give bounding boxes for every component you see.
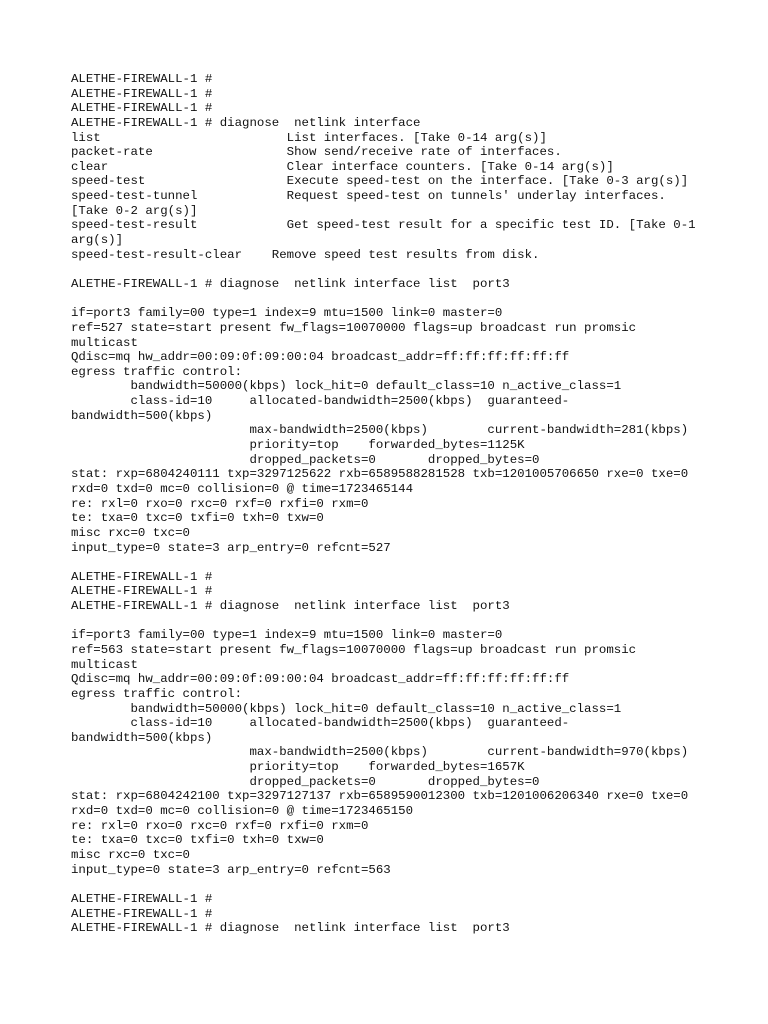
transcript-line: multicast: [71, 657, 138, 672]
blank-line: [71, 614, 738, 629]
transcript-line: if=port3 family=00 type=1 index=9 mtu=1500 link=0 master=0: [71, 628, 503, 643]
transcript-line: rxd=0 txd=0 mc=0 collision=0 @ time=1723465150: [71, 804, 414, 819]
transcript-line: clear Clear interface counters. [Take 0-14 arg(s)]: [71, 159, 614, 174]
transcript-line: bandwidth=50000(kbps) lock_hit=0 default_class=10 n_active_class=1: [71, 379, 622, 394]
transcript-line: ALETHE-FIREWALL-1 #: [71, 584, 213, 599]
transcript-line: egress traffic control:: [71, 686, 243, 701]
transcript-line: input_type=0 state=3 arp_entry=0 refcnt=527: [71, 540, 391, 555]
transcript-line: misc rxc=0 txc=0: [71, 525, 190, 540]
blank-line: [71, 555, 738, 570]
transcript-line: if=port3 family=00 type=1 index=9 mtu=1500 link=0 master=0: [71, 306, 503, 321]
transcript-line: ALETHE-FIREWALL-1 # diagnose netlink interface list port3: [71, 276, 510, 291]
transcript-line: speed-test Execute speed-test on the interface. [Take 0-3 arg(s)]: [71, 174, 689, 189]
terminal-transcript: [71, 72, 738, 936]
transcript-line: dropped_packets=0 dropped_bytes=0: [71, 452, 540, 467]
transcript-line: multicast: [71, 335, 138, 350]
transcript-line: bandwidth=50000(kbps) lock_hit=0 default_class=10 n_active_class=1: [71, 701, 622, 716]
blank-line: [71, 262, 738, 277]
transcript-line: ref=563 state=start present fw_flags=10070000 flags=up broadcast run promsic: [71, 642, 637, 657]
transcript-line: ALETHE-FIREWALL-1 #: [71, 72, 213, 86]
transcript-line: speed-test-tunnel Request speed-test on tunnels' underlay interfaces.: [71, 189, 666, 204]
transcript-line: speed-test-result Get speed-test result for a specific test ID. [Take 0-1: [71, 218, 696, 233]
transcript-line: speed-test-result-clear Remove speed test results from disk.: [71, 247, 540, 262]
transcript-line: Qdisc=mq hw_addr=00:09:0f:09:00:04 broadcast_addr=ff:ff:ff:ff:ff:ff: [71, 350, 570, 365]
transcript-line: arg(s)]: [71, 233, 124, 248]
transcript-line: stat: rxp=6804242100 txp=3297127137 rxb=6589590012300 txb=1201006206340 rxe=0 txe=0: [71, 789, 689, 804]
transcript-line: ALETHE-FIREWALL-1 # diagnose netlink interface list port3: [71, 599, 510, 614]
transcript-line: bandwidth=500(kbps): [71, 408, 213, 423]
transcript-line: ALETHE-FIREWALL-1 # diagnose netlink interface list port3: [71, 921, 510, 936]
transcript-line: stat: rxp=6804240111 txp=3297125622 rxb=6589588281528 txb=1201005706650 rxe=0 txe=0: [71, 467, 689, 482]
transcript-line: ALETHE-FIREWALL-1 #: [71, 101, 213, 116]
transcript-line: class-id=10 allocated-bandwidth=2500(kbps) guaranteed-: [71, 716, 570, 731]
transcript-line: ALETHE-FIREWALL-1 #: [71, 569, 213, 584]
transcript-line: input_type=0 state=3 arp_entry=0 refcnt=563: [71, 862, 391, 877]
transcript-line: te: txa=0 txc=0 txfi=0 txh=0 txw=0: [71, 833, 324, 848]
transcript-line: [Take 0-2 arg(s)]: [71, 203, 198, 218]
transcript-line: misc rxc=0 txc=0: [71, 847, 190, 862]
transcript-line: te: txa=0 txc=0 txfi=0 txh=0 txw=0: [71, 511, 324, 526]
blank-line: [71, 292, 738, 307]
transcript-line: ALETHE-FIREWALL-1 #: [71, 86, 213, 101]
transcript-line: re: rxl=0 rxo=0 rxc=0 rxf=0 rxfi=0 rxm=0: [71, 818, 369, 833]
transcript-line: class-id=10 allocated-bandwidth=2500(kbps) guaranteed-: [71, 394, 570, 409]
transcript-line: packet-rate Show send/receive rate of interfaces.: [71, 145, 562, 160]
transcript-line: max-bandwidth=2500(kbps) current-bandwidth=970(kbps): [71, 745, 689, 760]
transcript-line: priority=top forwarded_bytes=1125K: [71, 438, 525, 453]
transcript-line: max-bandwidth=2500(kbps) current-bandwidth=281(kbps): [71, 423, 689, 438]
transcript-line: ALETHE-FIREWALL-1 # diagnose netlink interface: [71, 115, 421, 130]
transcript-line: Qdisc=mq hw_addr=00:09:0f:09:00:04 broadcast_addr=ff:ff:ff:ff:ff:ff: [71, 672, 570, 687]
blank-line: [71, 877, 738, 892]
transcript-line: priority=top forwarded_bytes=1657K: [71, 760, 525, 775]
transcript-line: ALETHE-FIREWALL-1 #: [71, 906, 213, 921]
transcript-line: rxd=0 txd=0 mc=0 collision=0 @ time=1723465144: [71, 481, 414, 496]
transcript-line: re: rxl=0 rxo=0 rxc=0 rxf=0 rxfi=0 rxm=0: [71, 496, 369, 511]
transcript-line: list List interfaces. [Take 0-14 arg(s)]: [71, 130, 547, 145]
transcript-line: egress traffic control:: [71, 364, 243, 379]
transcript-line: bandwidth=500(kbps): [71, 730, 213, 745]
transcript-line: dropped_packets=0 dropped_bytes=0: [71, 774, 540, 789]
transcript-line: ref=527 state=start present fw_flags=10070000 flags=up broadcast run promsic: [71, 320, 637, 335]
transcript-line: ALETHE-FIREWALL-1 #: [71, 891, 213, 906]
